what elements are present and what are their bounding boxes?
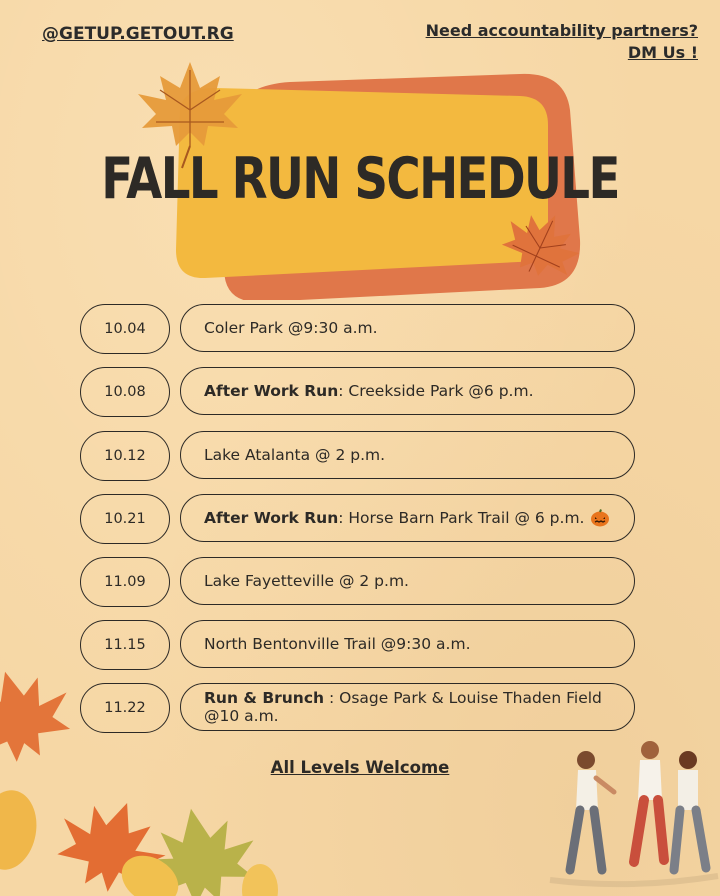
event-pill	[180, 367, 635, 415]
schedule-row	[80, 494, 640, 546]
schedule-row	[80, 304, 640, 356]
event-text-line2: @10 a.m.	[204, 707, 279, 725]
event-label: Run & Brunch	[204, 689, 325, 707]
event-text: : Creekside Park @6 p.m.	[338, 382, 534, 400]
date-pill: 11.15	[80, 620, 170, 670]
title-banner	[0, 0, 720, 300]
event-text: Lake Atalanta @ 2 p.m.	[204, 446, 386, 464]
date-pill: 10.12	[80, 431, 170, 481]
instagram-handle[interactable]: @GETUP.GETOUT.RG	[42, 24, 234, 44]
event-text: : Osage Park & Louise Thaden Field	[324, 689, 602, 707]
event-text: North Bentonville Trail @9:30 a.m.	[204, 635, 471, 653]
cta-line-2: DM Us !	[627, 43, 698, 62]
page-title: FALL RUN SCHEDULE	[101, 146, 619, 212]
event-text: : Horse Barn Park Trail @ 6 p.m.	[338, 509, 585, 527]
date-pill: 11.22	[80, 683, 170, 733]
date-pill: 10.21	[80, 494, 170, 544]
event-label: After Work Run	[204, 382, 339, 400]
date-pill: 10.08	[80, 367, 170, 417]
schedule-row	[80, 367, 640, 419]
cta-line-1: Need accountability partners?	[425, 21, 698, 40]
maple-leaf-icon	[0, 660, 300, 896]
all-levels-welcome: All Levels Welcome	[270, 758, 450, 777]
event-label: After Work Run	[204, 509, 339, 527]
event-pill	[180, 494, 635, 542]
runners-illustration	[540, 730, 720, 896]
event-pill	[180, 557, 635, 605]
schedule-row	[80, 557, 640, 609]
schedule-row	[80, 431, 640, 483]
date-pill: 10.04	[80, 304, 170, 354]
pumpkin-icon	[590, 509, 610, 527]
event-pill	[180, 431, 635, 479]
event-text: Lake Fayetteville @ 2 p.m.	[204, 572, 409, 590]
event-pill	[180, 304, 635, 352]
event-text: Coler Park @9:30 a.m.	[204, 319, 378, 337]
date-pill: 11.09	[80, 557, 170, 607]
